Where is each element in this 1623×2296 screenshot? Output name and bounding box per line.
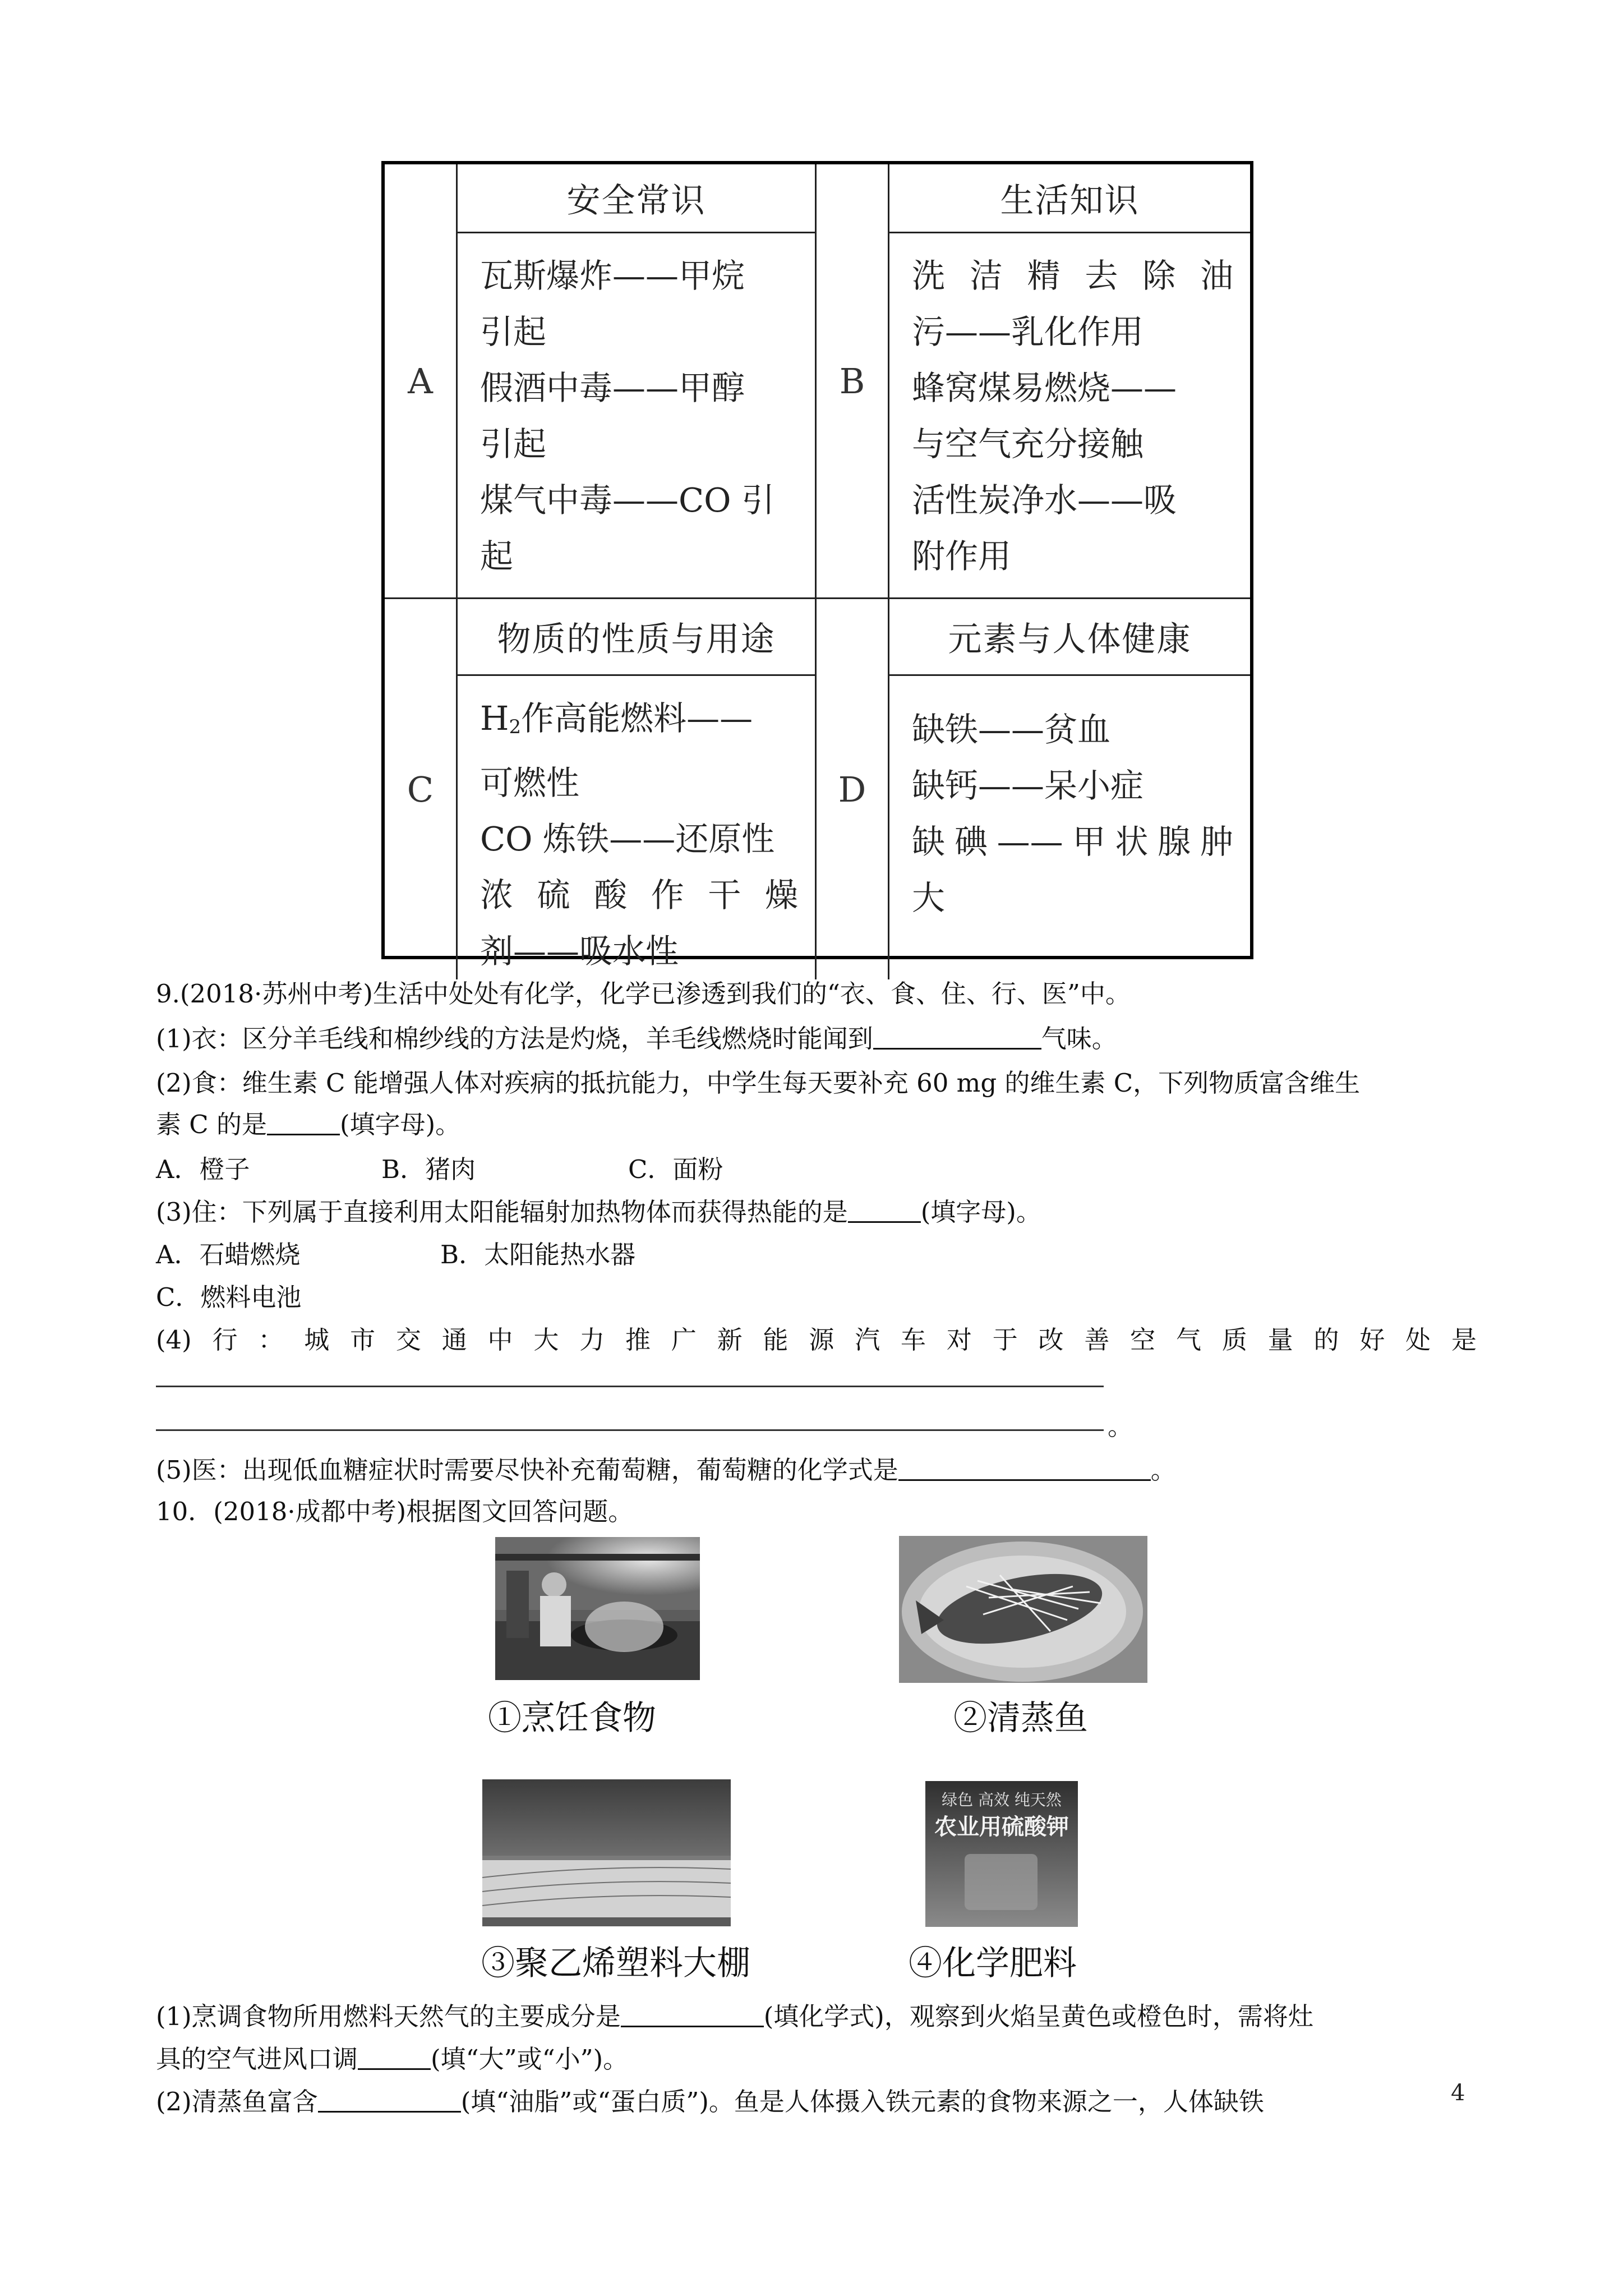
q10-part1-cont: (填化学式)，观察到火焰呈黄色或橙色时，需将灶	[763, 2001, 1313, 2031]
q9-food-text: 素 C 的是	[156, 1110, 268, 1139]
q9-title: 9.(2018·苏州中考)生活中处处有化学，化学已渗透到我们的“衣、食、住、行、医”中。	[156, 979, 1131, 1009]
cooking-photo	[495, 1537, 700, 1680]
fertilizer-bag-label: 农业用硫酸钾	[934, 1814, 1069, 1840]
q9-food-end: (填字母)。	[340, 1110, 461, 1139]
q9-housing-option-b: B．太阳能热水器	[440, 1240, 636, 1269]
cell-b	[889, 164, 1250, 599]
q10-part1-text: (1)烹调食物所用燃料天然气的主要成分是	[156, 2001, 621, 2031]
answer-blank[interactable]	[898, 1458, 1151, 1481]
cell-d-header: 元素与人体健康	[889, 599, 1250, 676]
answer-blank[interactable]	[621, 2004, 764, 2027]
q9-food-line1: (2)食：维生素 C 能增强人体对疾病的抵抗能力，中学生每天要补充 60 mg 的维生素 C，下列物质富含维生	[156, 1068, 1361, 1098]
formula-rest: 作高能燃料——	[521, 699, 753, 738]
q9-travel: (4)行：城市交通中大力推广新能源汽车对于改善空气质量的好处是	[156, 1325, 1477, 1355]
q9-housing-option-c: C．燃料电池	[156, 1282, 302, 1312]
cell-c-line: 剂——吸水性	[480, 932, 679, 970]
q9-food-option-b: B．猪肉	[381, 1154, 476, 1184]
q9-food-option-c: C．面粉	[628, 1154, 723, 1184]
q9-food-line2	[156, 1104, 460, 1140]
cell-c	[458, 599, 817, 979]
cell-a-line: 煤气中毒——CO 引	[480, 481, 775, 519]
q9-clothing-end: 气味。	[1041, 1024, 1117, 1053]
page-number: 4	[1451, 2080, 1465, 2106]
figure-caption: ③聚乙烯塑料大棚	[481, 1944, 750, 1983]
answer-blank[interactable]	[318, 2090, 461, 2113]
q10-part1-line1	[156, 1996, 1313, 2032]
row-d-label: D	[817, 599, 889, 979]
q9-housing-option-a: A．石蜡燃烧	[156, 1240, 301, 1269]
q10-part2-line1	[156, 2081, 1264, 2118]
q10-part1-end: (填“大”或“小”)。	[431, 2044, 629, 2074]
cell-c-body	[458, 676, 815, 979]
figure-caption: ①烹饪食物	[488, 1699, 656, 1738]
cell-a	[458, 164, 817, 599]
q9-medical-end: 。	[1150, 1455, 1176, 1485]
row-a-label: A	[385, 164, 458, 599]
q9-medical	[156, 1450, 1176, 1486]
cell-d	[889, 599, 1250, 979]
answer-blank[interactable]	[267, 1112, 340, 1135]
q9-food-option-a: A．橙子	[156, 1154, 250, 1184]
cell-a-line: 引起	[480, 312, 547, 351]
cell-c-line	[480, 691, 798, 755]
steamed-fish-photo	[899, 1536, 1147, 1683]
greenhouse-photo	[482, 1779, 731, 1926]
q9-medical-text: (5)医：出现低血糖症状时需要尽快补充葡萄糖，葡萄糖的化学式是	[156, 1455, 898, 1485]
answer-blank[interactable]	[873, 1027, 1041, 1050]
q10-part2-cont: (填“油脂”或“蛋白质”)。鱼是人体摄入铁元素的食物来源之一，人体缺铁	[460, 2087, 1264, 2116]
cell-d-line: 缺碘——甲状腺肿	[912, 822, 1233, 861]
cell-a-line: 引起	[480, 425, 547, 463]
cell-a-line: 起	[480, 537, 514, 576]
figure-caption: ④化学肥料	[909, 1944, 1077, 1983]
q10-part2-text: (2)清蒸鱼富含	[156, 2087, 318, 2116]
fertilizer-bag-photo	[925, 1781, 1078, 1927]
cell-c-line: 浓硫酸作干燥	[480, 876, 798, 914]
fertilizer-bag-slogan: 绿色 高效 纯天然	[942, 1791, 1062, 1809]
cell-b-line: 洗洁精去除油	[912, 256, 1233, 295]
cell-d-line: 缺铁——贫血	[912, 710, 1111, 749]
fertilizer-granules	[965, 1854, 1038, 1910]
cell-b-line: 蜂窝煤易燃烧——	[912, 369, 1177, 407]
cell-c-line: 可燃性	[480, 763, 580, 802]
cell-b-line: 污——乳化作用	[912, 312, 1144, 351]
q9-clothing	[156, 1018, 1117, 1055]
cell-b-line: 与空气充分接触	[912, 425, 1144, 463]
answer-blank[interactable]	[848, 1200, 921, 1223]
q9-housing-text: (3)住：下列属于直接利用太阳能辐射加热物体而获得热能的是	[156, 1197, 848, 1227]
q10-part1-line2	[156, 2039, 628, 2075]
cell-d-body	[889, 676, 1250, 926]
q9-travel-end: 。	[1108, 1411, 1133, 1441]
q9-clothing-text: (1)衣：区分羊毛线和棉纱线的方法是灼烧，羊毛线燃烧时能闻到	[156, 1024, 873, 1053]
figure-caption: ②清蒸鱼	[953, 1699, 1088, 1738]
answer-blank[interactable]	[358, 2047, 431, 2070]
cell-a-body	[458, 233, 815, 585]
answer-line[interactable]	[156, 1429, 1104, 1431]
q9-housing	[156, 1191, 1041, 1228]
answer-line[interactable]	[156, 1386, 1104, 1387]
cell-b-line: 附作用	[912, 537, 1012, 576]
q10-part1-text2: 具的空气进风口调	[156, 2044, 358, 2074]
formula-subscript: 2	[509, 716, 522, 738]
cell-a-line: 假酒中毒——甲醇	[480, 369, 745, 407]
cell-c-line: CO 炼铁——还原性	[480, 820, 775, 858]
q9-housing-end: (填字母)。	[920, 1197, 1041, 1227]
cell-b-body	[889, 233, 1250, 585]
q10-title: 10．(2018·成都中考)根据图文回答问题。	[156, 1497, 634, 1526]
cell-a-line: 瓦斯爆炸——甲烷	[480, 256, 745, 295]
row-b-label: B	[817, 164, 889, 599]
knowledge-table	[381, 161, 1253, 970]
cell-d-line: 大	[912, 878, 946, 917]
cell-b-line: 活性炭净水——吸	[912, 481, 1177, 519]
cell-a-header: 安全常识	[458, 164, 815, 233]
cell-b-header: 生活知识	[889, 164, 1250, 233]
cell-c-header: 物质的性质与用途	[458, 599, 815, 676]
cell-d-line: 缺钙——呆小症	[912, 766, 1144, 805]
row-c-label: C	[385, 599, 458, 979]
formula-h: H	[480, 699, 509, 738]
